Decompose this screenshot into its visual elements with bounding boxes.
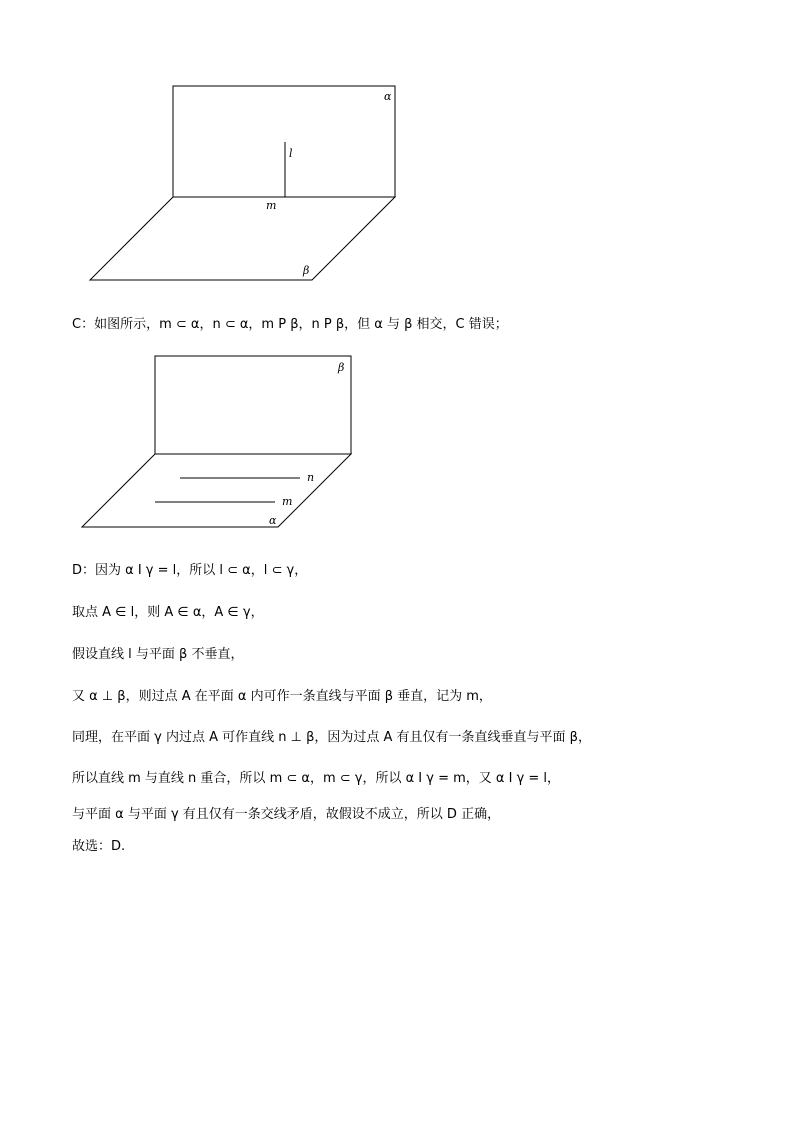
label-alpha: α xyxy=(384,90,392,103)
plane-alpha-horizontal xyxy=(82,454,351,527)
plane-beta-vertical xyxy=(155,356,351,454)
text-answer: 故选：D. xyxy=(72,839,126,854)
label-beta: β xyxy=(303,264,310,277)
plane-alpha-vertical xyxy=(173,86,395,197)
figure-2 xyxy=(0,340,794,540)
label-l: l xyxy=(289,147,293,160)
figure-1 xyxy=(0,0,794,300)
text-option-d-7: 与平面 α 与平面 γ 有且仅有一条交线矛盾，故假设不成立，所以 D 正确， xyxy=(72,807,501,822)
text-option-d-2: 取点 A ∈ l，则 A ∈ α，A ∈ γ， xyxy=(72,605,264,620)
text-option-c: C：如图所示，m ⊂ α，n ⊂ α，m P β，n P β，但 α 与 β 相交，C 错误； xyxy=(72,317,508,332)
label-n: n xyxy=(307,471,315,484)
label-beta: β xyxy=(338,361,345,374)
text-option-d-1: D：因为 α I γ = l，所以 l ⊂ α，l ⊂ γ， xyxy=(72,563,308,578)
label-m: m xyxy=(282,495,293,508)
text-option-d-5: 同理，在平面 γ 内过点 A 可作直线 n ⊥ β，因为过点 A 有且仅有一条直线垂直与平面 β， xyxy=(72,730,591,745)
text-option-d-6: 所以直线 m 与直线 n 重合，所以 m ⊂ α，m ⊂ γ，所以 α I γ = m，又 α I γ = l， xyxy=(72,771,561,786)
label-alpha: α xyxy=(269,514,277,527)
figure-2-canvas xyxy=(0,340,794,540)
plane-beta-horizontal xyxy=(90,197,395,280)
text-option-d-4: 又 α ⊥ β，则过点 A 在平面 α 内可作一条直线与平面 β 垂直，记为 m， xyxy=(72,689,492,704)
figure-1-canvas xyxy=(0,0,794,300)
label-m: m xyxy=(266,199,277,212)
text-option-d-3: 假设直线 l 与平面 β 不垂直， xyxy=(72,647,244,662)
